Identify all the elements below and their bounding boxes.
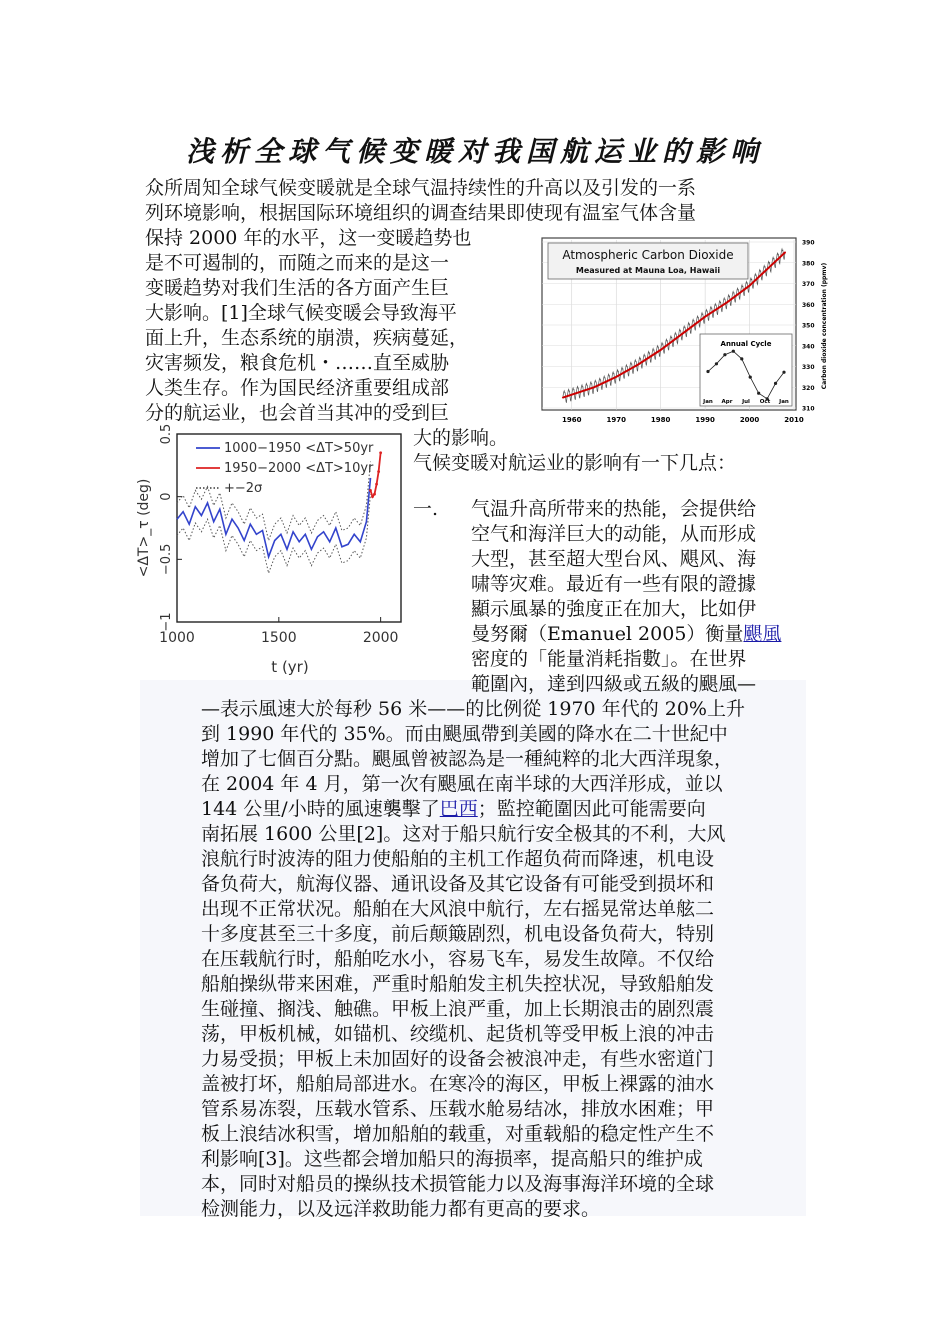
co2-y-tick: 370 (802, 281, 815, 288)
wrap-line: 灾害频发，粮食危机・……直至威胁 (145, 352, 450, 374)
intro-line: 众所周知全球气候变暖就是全球气温持续性的升高以及引发的一系 (145, 177, 697, 199)
wrap-line: 是不可遏制的，而随之而来的是这一 (145, 252, 450, 274)
wrap-line: 大影响。[1]全球气候变暖会导致海平 (145, 302, 457, 324)
co2-inset-point (782, 371, 785, 374)
co2-inset-tick: Jan (779, 399, 789, 405)
co2-inset-tick: Jul (742, 399, 750, 405)
co2-inset-tick: Apr (721, 399, 733, 405)
item-line (471, 622, 781, 647)
temp-y-tick: −1 (159, 612, 174, 632)
co2-x-tick: 1980 (650, 416, 671, 424)
co2-x-tick: 1990 (695, 416, 715, 424)
right-line: 大的影响。 (413, 427, 509, 449)
co2-inset-tick: Oct (759, 399, 771, 405)
temp-recent-point (377, 470, 380, 473)
item-line: 大型，甚至超大型台风、飓风、海 (471, 548, 757, 570)
co2-point (562, 397, 564, 399)
wrap-line: 面上升，生态系统的崩溃，疾病蔓延， (145, 327, 469, 349)
document-title: 浅析全球气候变暖对我国航运业的影响 (185, 135, 764, 168)
intro-line: 列环境影响，根据国际环境组织的调查结果即使现有温室气体含量 (145, 202, 697, 224)
body-line: 力易受损；甲板上未加固好的设备会被浪冲走，有些水密道门 (201, 1048, 715, 1070)
body-line: 管系易冻裂，压载水管系、压载水舱易结冰，排放水困难；甲 (201, 1098, 715, 1120)
co2-x-tick: 2000 (739, 416, 760, 424)
co2-inset-title: Annual Cycle (720, 340, 772, 348)
body-line: 利影响[3]。这些都会增加船只的海损率，提高船只的维护成 (201, 1148, 703, 1170)
co2-point (749, 285, 751, 287)
brazil-link[interactable]: 巴西 (439, 798, 478, 820)
item-line: 啸等灾难。最近有一些有限的證據 (471, 573, 757, 595)
co2-y-tick: 390 (802, 239, 815, 247)
temp-recent-point (371, 495, 374, 498)
wrap-line: 变暖趋势对我们生活的各方面产生巨 (145, 277, 450, 299)
co2-point (638, 364, 640, 366)
temp-ylabel: <ΔT>_τ (deg) (136, 478, 152, 578)
item-line: 顯示風暴的強度正在加大，比如伊 (471, 598, 757, 620)
co2-point (593, 386, 595, 388)
body-line: 出现不正常状况。船舶在大风浪中航行，左右摇晃常达单舷二 (201, 898, 715, 920)
co2-x-ticks (562, 416, 804, 424)
co2-inset-point (732, 350, 735, 353)
body-line: 船舶操纵带来困难，严重时船舶发主机失控状况，导致船舶发 (201, 973, 715, 995)
temp-legend-label: +−2σ (224, 481, 263, 496)
item-line: 密度的「能量消耗指數」。在世界 (471, 648, 747, 670)
temp-xlabel: t (yr) (271, 658, 309, 676)
co2-y-tick: 380 (802, 260, 815, 268)
body-line: 在 2004 年 4 月，第一次有颶風在南半球的大西洋形成，並以 (201, 773, 723, 795)
body-line: 南拓展 1600 公里[2]。这对于船只航行安全极其的不利，大风 (201, 823, 726, 845)
body-line: 备负荷大，航海仪器、通讯设备及其它设备有可能受到损坏和 (201, 873, 715, 895)
item-line: 空气和海洋巨大的动能，从而形成 (471, 523, 757, 545)
temp-y-tick: −0.5 (159, 543, 174, 576)
temp-recent-point (373, 493, 376, 496)
co2-y-tick: 320 (802, 384, 815, 392)
temperature-chart (136, 423, 405, 678)
co2-y-tick: 350 (802, 322, 815, 330)
list-marker: 一. (413, 498, 439, 520)
temp-y-tick: 0 (159, 492, 174, 501)
co2-point (615, 376, 617, 378)
co2-x-tick: 1970 (606, 416, 626, 424)
co2-y-tick: 340 (802, 343, 815, 351)
co2-point (726, 301, 728, 303)
body-line: 板上浪结冰积雪，增加船舶的载重，对重载船的稳定性产生不 (201, 1123, 715, 1145)
temp-x-tick: 1500 (260, 630, 297, 646)
temp-recent-point (379, 451, 382, 454)
temp-legend-label: 1950−2000 <ΔT>10yr (224, 461, 374, 476)
co2-inset-point (757, 392, 760, 395)
right-line: 气候变暖对航运业的影响有一下几点： (413, 452, 737, 474)
body-line: 增加了七個百分點。颶風曾被認為是一種純粹的北大西洋現象， (201, 748, 734, 770)
co2-inset-point (749, 376, 752, 379)
temp-x-tick: 2000 (362, 630, 399, 646)
co2-y-tick: 360 (802, 301, 815, 309)
item-line: 範圍內，達到四級或五級的颶風— (471, 673, 757, 695)
body-line: 生碰撞、搁浅、触礁。甲板上浪严重，加上长期浪击的剧烈震 (201, 998, 715, 1020)
body-line: 十多度甚至三十多度，前后颠簸剧烈，机电设备负荷大，特别 (201, 923, 715, 945)
temp-x-tick: 1000 (159, 630, 195, 646)
co2-inset-point (723, 353, 726, 356)
body-line: 盖被打坏，船舶局部进水。在寒冷的海区，甲板上裸露的油水 (201, 1073, 715, 1095)
co2-point (784, 251, 786, 253)
co2-inset-point (740, 357, 743, 360)
co2-inset-point (706, 370, 709, 373)
co2-title: Atmospheric Carbon Dioxide (562, 248, 734, 262)
temp-y-tick: 0.5 (159, 423, 174, 445)
body-line: 到 1990 年代的 35%。而由颶風帶到美國的降水在二十世紀中 (201, 723, 728, 745)
co2-point (771, 264, 773, 266)
co2-chart (540, 236, 840, 426)
co2-inset-point (774, 382, 777, 385)
co2-point (704, 316, 706, 318)
body-line-text: ；監控範圍因此可能需要向 (477, 798, 706, 820)
co2-x-tick: 2010 (784, 416, 804, 424)
co2-x-tick: 1960 (562, 416, 582, 424)
wrap-line: 人类生存。作为国民经济重要组成部 (145, 377, 450, 399)
co2-ylabel: Carbon dioxide concentration (ppmv) (821, 262, 828, 390)
body-line: 本，同时对船员的操纵技术损管能力以及海事海洋环境的全球 (201, 1173, 715, 1195)
body-line: —表示風速大於每秒 56 米——的比例從 1970 年代的 20%上升 (201, 698, 745, 720)
temp-recent-point (375, 483, 378, 486)
co2-y-ticks (802, 240, 815, 413)
body-line (201, 797, 706, 822)
body-line: 在压载航行时，船舶吃水小，容易飞车，易发生故障。不仅给 (201, 948, 715, 970)
body-line: 浪航行时波涛的阻力使船舶的主机工作超负荷而降速，机电设 (201, 848, 715, 870)
co2-inset-tick: Jan (703, 399, 713, 405)
co2-subtitle: Measured at Mauna Loa, Hawaii (575, 266, 721, 275)
co2-inset-point (715, 362, 718, 365)
body-line-text: 144 公里/小時的風速襲擊了 (201, 798, 440, 820)
temp-recent-point (369, 489, 372, 492)
body-line: 检测能力，以及远洋救助能力都有更高的要求。 (201, 1198, 601, 1220)
hurricane-link[interactable]: 颶風 (743, 623, 782, 645)
wrap-line: 保持 2000 年的水平，这一变暖趋势也 (145, 227, 472, 249)
co2-y-tick: 330 (802, 364, 815, 371)
co2-y-tick: 310 (802, 405, 815, 413)
co2-point (660, 349, 662, 351)
temp-legend-label: 1000−1950 <ΔT>50yr (224, 441, 374, 456)
wrap-line: 分的航运业，也会首当其冲的受到巨 (145, 402, 450, 424)
body-line: 荡，甲板机械，如锚机、绞缆机、起货机等受甲板上浪的冲击 (201, 1023, 715, 1045)
co2-point (682, 332, 684, 334)
item-line: 气温升高所带来的热能，会提供给 (471, 498, 757, 520)
item-line-text: 曼努爾（Emanuel 2005）衡量 (471, 623, 744, 645)
